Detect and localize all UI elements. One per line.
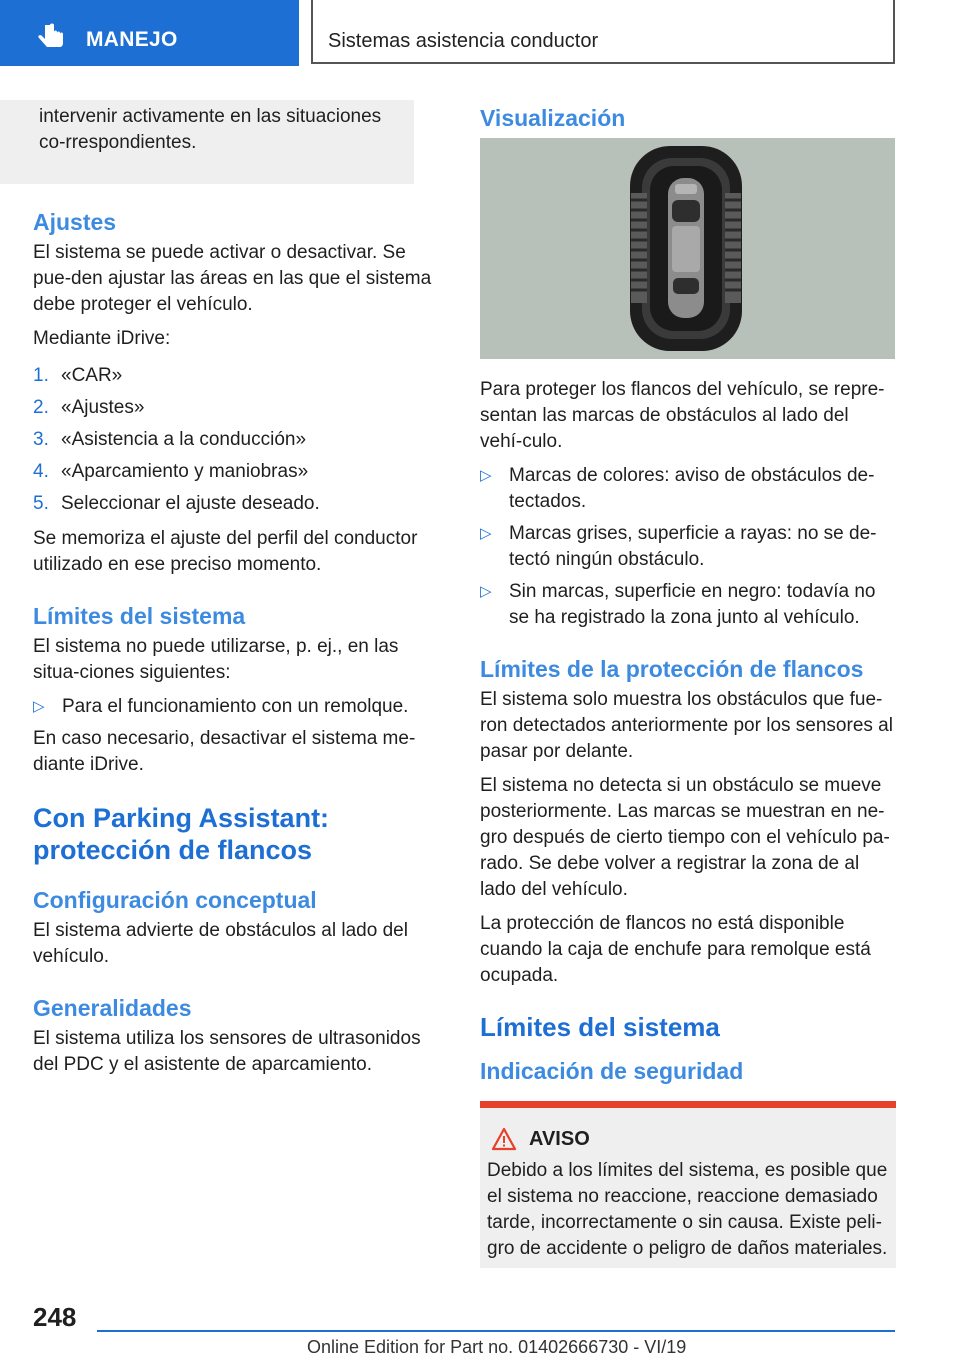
safety-subheading: Indicación de seguridad [480,1058,744,1084]
page-number: 248 [33,1302,77,1332]
list-item: ▷ Para el funcionamiento con un remolque. [33,694,447,720]
right-column [480,100,896,1268]
warning-label: AVISO [529,1128,590,1150]
chapter-title: Sistemas asistencia conductor [328,30,599,52]
visualizacion-heading: Visualización [480,105,626,131]
warning-triangle-icon [491,1127,517,1151]
chapter-title-box [311,0,895,64]
list-item: 3. «Asistencia a la conducción» [33,429,307,450]
side-protection-illustration [480,138,895,359]
parking-heading-line2: protección de flancos [33,835,313,865]
generalidades-heading: Generalidades [33,995,192,1021]
intro-note [0,100,414,184]
ajustes-steps [33,360,447,520]
limites-sistema-heading: Límites del sistema [480,1012,720,1042]
warning-box [480,1101,896,1268]
limites-note: En caso necesario, desactivar el sistema me-diante iDrive. [33,728,416,775]
left-column [33,100,447,1086]
triangle-bullet-icon: ▷ [33,698,45,715]
pointing-hand-icon [36,22,66,52]
list-item: 1. «CAR» [33,365,123,386]
visualizacion-text: Para proteger los flancos del vehículo, se repre-sentan las marcas de obstáculos al lado del vehí-culo. [480,379,885,452]
parking-heading-line1: Con Parking Assistant: [33,803,330,833]
ajustes-heading: Ajustes [33,209,117,235]
limites-flancos-p1: El sistema solo muestra los obstáculos que fue-ron detectados anteriormente por los sensores al pasar por delante. [480,689,893,762]
list-item: 5. Seleccionar el ajuste deseado. [33,493,320,514]
config-text: El sistema advierte de obstáculos al lado del vehículo. [33,920,408,967]
visualizacion-bullets [480,463,896,631]
list-item: 4. «Aparcamiento y maniobras» [33,461,309,482]
list-item: ▷ Sin marcas, superficie en negro: todavía no se ha registrado la zona junto al vehículo. [480,579,896,631]
section-tab [0,0,299,66]
limites-flancos-heading: Límites de la protección de flancos [480,656,864,682]
list-item: ▷ Marcas de colores: aviso de obstáculos de-tectados. [480,463,896,515]
limites-flancos-p2: El sistema no detecta si un obstáculo se mueve posteriormente. Las marcas se muestran en ne-gro después de cierto tiempo con el vehículo pa-rado. Se debe volver a registrar la zona de al lado del vehículo. [480,775,890,900]
limites-text: El sistema no puede utilizarse, p. ej., en las situa-ciones siguientes: [33,636,399,683]
limites-bullets [33,694,447,720]
ajustes-idrive: Mediante iDrive: [33,328,171,349]
intro-text: intervenir activamente en las situaciones co-rrespondientes. [39,106,382,153]
limites-flancos-p3: La protección de flancos no está disponible cuando la caja de enchufe para remolque está ocupada. [480,913,871,986]
limites-heading: Límites del sistema [33,603,246,629]
generalidades-text: El sistema utiliza los sensores de ultrasonidos del PDC y el asistente de aparcamiento. [33,1028,421,1075]
triangle-bullet-icon: ▷ [480,583,492,600]
triangle-bullet-icon: ▷ [480,525,492,542]
footer-edition: Online Edition for Part no. 01402666730 - VI/19 [307,1337,687,1357]
car-topview-icon [480,138,895,359]
footer-rule [97,1330,895,1332]
config-heading: Configuración conceptual [33,887,317,913]
triangle-bullet-icon: ▷ [480,467,492,484]
ajustes-note: Se memoriza el ajuste del perfil del conductor utilizado en ese preciso momento. [33,528,418,575]
section-label: MANEJO [86,28,178,51]
warning-text: Debido a los límites del sistema, es posible que el sistema no reaccione, reaccione demasiado tarde, incorrectamente o sin causa. Existe peli-gro de accidente o peligro de daños materiales. [487,1160,888,1259]
list-item: 2. «Ajustes» [33,397,145,418]
ajustes-text: El sistema se puede activar o desactivar. Se pue-den ajustar las áreas en las que el sistema debe proteger el vehículo. [33,242,432,315]
list-item: ▷ Marcas grises, superficie a rayas: no se de-tectó ningún obstáculo. [480,521,896,573]
